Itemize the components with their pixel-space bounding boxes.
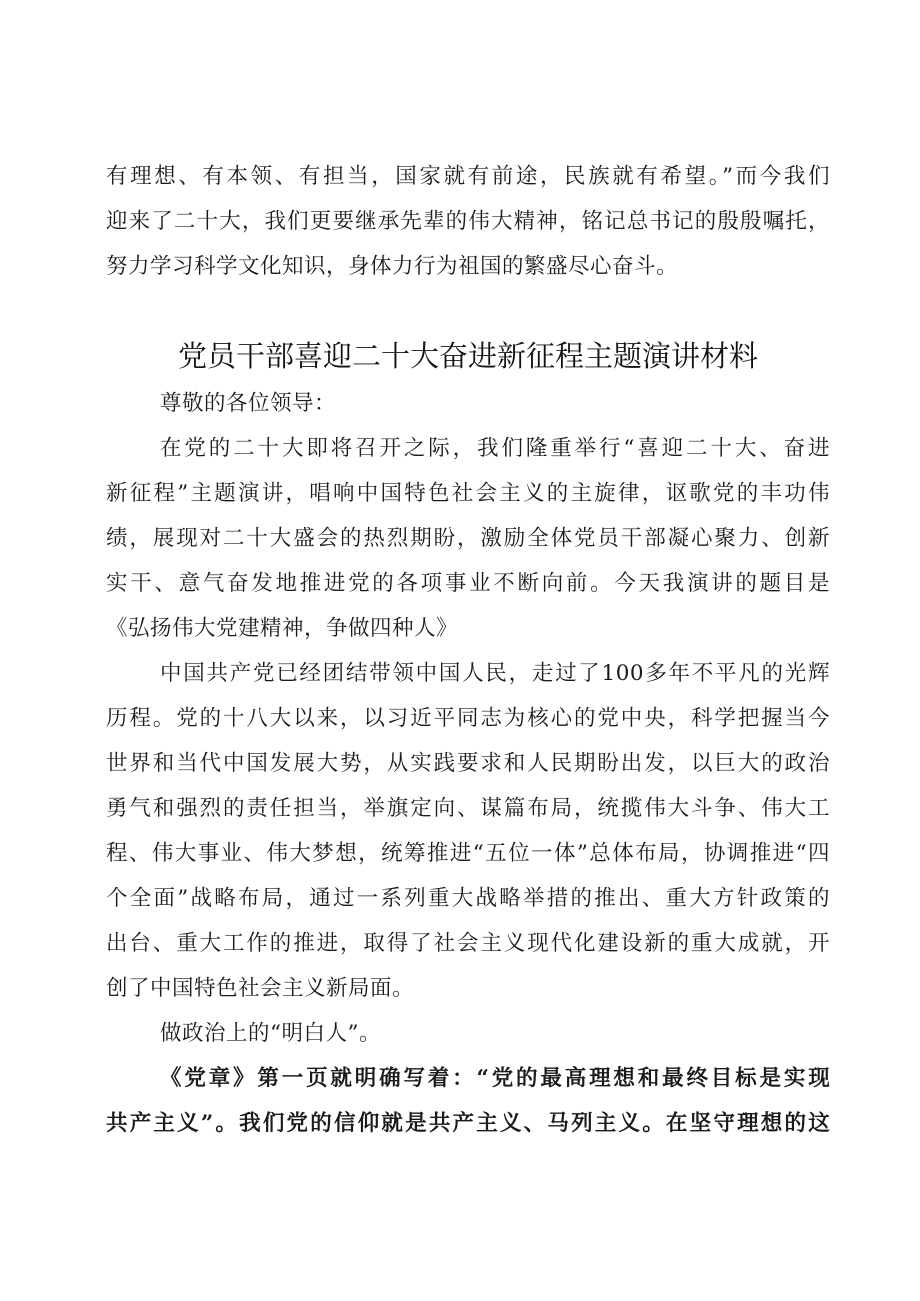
document-title: 党员干部喜迎二十大奋进新征程主题演讲材料: [177, 339, 758, 373]
paragraph-2-line: 历程。党的十八大以来，以习近平同志为核心的党中央，科学把握当今: [106, 706, 830, 731]
top-paragraph-line: 有理想、有本领、有担当，国家就有前途，民族就有希望。”而今我们: [106, 164, 830, 189]
paragraph-2-line: 个全面”战略布局，通过一系列重大战略举措的推出、重大方针政策的: [106, 886, 830, 911]
top-paragraph-line: 迎来了二十大，我们更要继承先辈的伟大精神，铭记总书记的殷殷嘱托，: [106, 209, 830, 234]
paragraph-1-line: 绩，展现对二十大盛会的热烈期盼，激励全体党员干部凝心聚力、创新: [106, 526, 830, 551]
salutation: 尊敬的各位领导：: [160, 391, 337, 416]
paragraph-3-line: 共产主义”。我们党的信仰就是共产主义、马列主义。在坚守理想的这: [106, 1111, 830, 1136]
paragraph-1-line: 在党的二十大即将召开之际，我们隆重举行“喜迎二十大、奋进: [160, 436, 830, 461]
paragraph-2-line: 中国共产党已经团结带领中国人民，走过了100多年不平凡的光辉: [160, 661, 830, 686]
paragraph-1-line: 实干、意气奋发地推进党的各项事业不断向前。今天我演讲的题目是: [106, 571, 830, 596]
paragraph-3-line: 《党章》第一页就明确写着：“党的最高理想和最终目标是实现: [160, 1066, 830, 1091]
paragraph-2-line: 出台、重大工作的推进，取得了社会主义现代化建设新的重大成就，开: [106, 931, 830, 956]
paragraph-1-line: 新征程”主题演讲，唱响中国特色社会主义的主旋律，讴歌党的丰功伟: [106, 481, 830, 506]
paragraph-2-line: 创了中国特色社会主义新局面。: [106, 976, 415, 1001]
paragraph-1-line: 《弘扬伟大党建精神，争做四种人》: [106, 616, 459, 641]
top-paragraph-line: 努力学习科学文化知识，身体力行为祖国的繁盛尽心奋斗。: [106, 254, 679, 279]
paragraph-2-line: 世界和当代中国发展大势，从实践要求和人民期盼出发，以巨大的政治: [106, 751, 830, 776]
paragraph-2-line: 勇气和强烈的责任担当，举旗定向、谋篇布局，统揽伟大斗争、伟大工: [106, 796, 830, 821]
paragraph-2-line: 程、伟大事业、伟大梦想，统筹推进“五位一体”总体布局，协调推进“四: [106, 841, 830, 866]
section-heading: 做政治上的“明白人”。: [160, 1021, 381, 1046]
